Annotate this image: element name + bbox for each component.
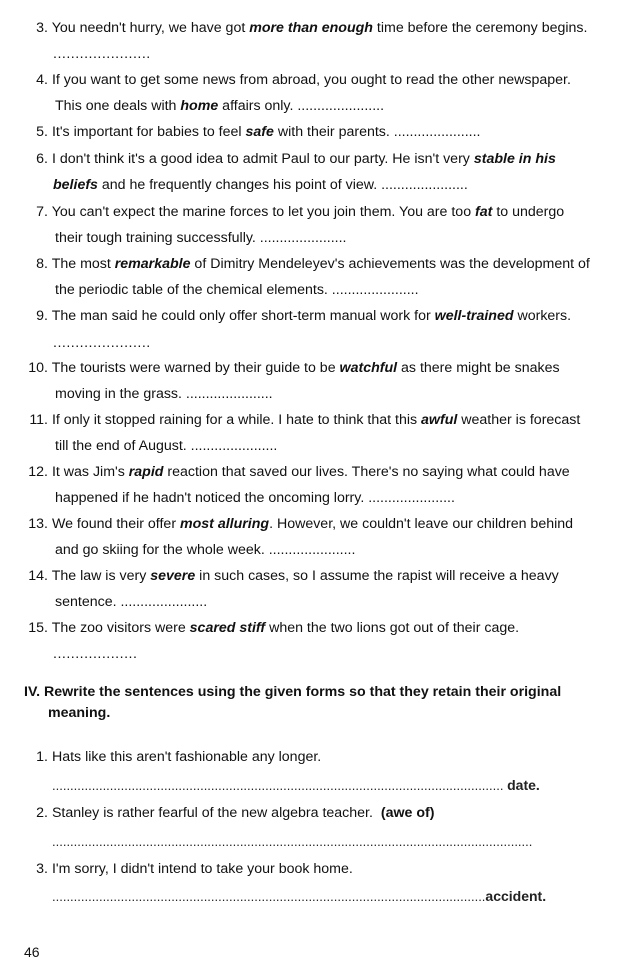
- answer-line-1[interactable]: ............................................................................................................................. date.: [52, 777, 540, 793]
- item-5: 5. It's important for babies to feel safe with their parents. ......................: [36, 124, 481, 140]
- item-10: 10. The tourists were warned by their guide to be watchful as there might be snakes: [28, 360, 560, 376]
- item-4: 4. If you want to get some news from abroad, you ought to read the other newspaper.: [36, 72, 571, 88]
- answer-line-2[interactable]: .....................................................................................................................................: [52, 834, 533, 849]
- item-12: 12. It was Jim's rapid reaction that saved our lives. There's no saying what could have: [28, 464, 570, 480]
- item-13: 13. We found their offer most alluring. However, we couldn't leave our children behind: [28, 516, 574, 532]
- section-heading: IV. Rewrite the sentences using the given forms so that they retain their original: [24, 684, 562, 700]
- item-6: 6. I don't think it's a good idea to admit Paul to our party. He isn't very stable in his: [36, 151, 556, 167]
- section-heading-cont: meaning.: [48, 705, 111, 721]
- item-7: 7. You can't expect the marine forces to let you join them. You are too fat to undergo: [36, 204, 565, 220]
- rewrite-item-2: 2. Stanley is rather fearful of the new algebra teacher. (awe of): [36, 805, 435, 821]
- item-3: 3. You needn't hurry, we have got more than enough time before the ceremony begins.: [36, 20, 588, 36]
- item-8: 8. The most remarkable of Dimitry Mendeleyev's achievements was the development of: [36, 256, 590, 272]
- item-14: 14. The law is very severe in such cases, so I assume the rapist will receive a heavy: [28, 568, 559, 584]
- rewrite-item-3: 3. I'm sorry, I didn't intend to take your book home.: [36, 861, 353, 877]
- item-11: 11. If only it stopped raining for a while. I hate to think that this awful weather is forecast: [29, 412, 581, 428]
- item-9: 9. The man said he could only offer short-term manual work for well-trained workers.: [36, 308, 572, 324]
- answer-line-3[interactable]: ........................................................................................................................accident.: [52, 888, 547, 904]
- rewrite-item-1: 1. Hats like this aren't fashionable any longer.: [36, 749, 322, 765]
- item-15: 15. The zoo visitors were scared stiff when the two lions got out of their cage.: [28, 620, 520, 636]
- page-number: 46: [24, 944, 40, 960]
